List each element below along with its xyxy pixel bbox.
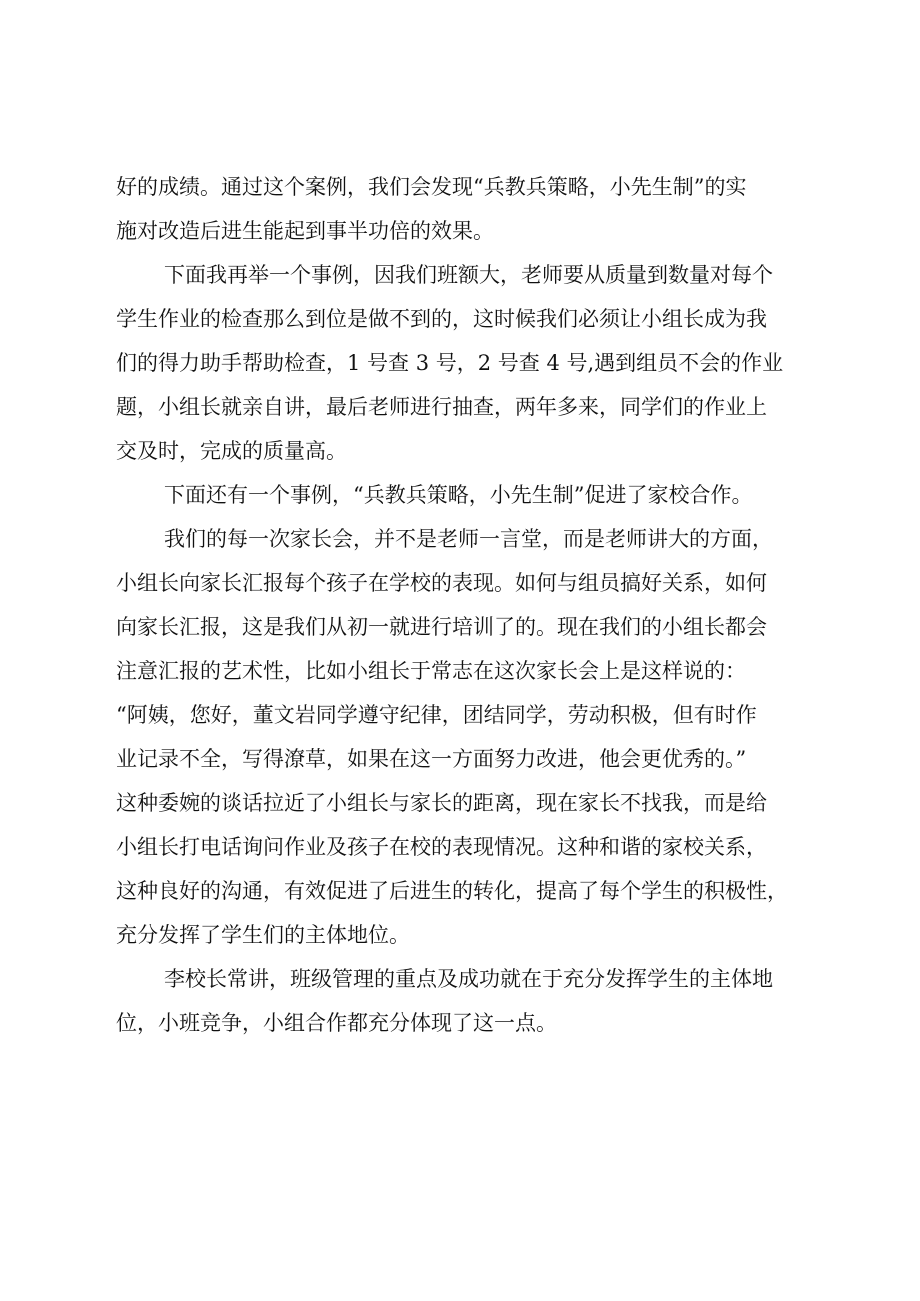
text-line: 小组长打电话询问作业及孩子在校的表现情况。这种和谐的家校关系， <box>116 835 767 859</box>
text-line: “阿姨，您好，董文岩同学遵守纪律，团结同学，劳动积极，但有时作 <box>116 703 757 727</box>
text-line: 注意汇报的艺术性，比如小组长于常志在这次家长会上是这样说的： <box>116 659 746 683</box>
text-line: 下面我再举一个事例，因我们班额大，老师要从质量到数量对每个 <box>164 263 773 287</box>
text-line: 业记录不全，写得潦草，如果在这一方面努力改进，他会更优秀的。” <box>116 747 747 771</box>
text-line: 这种良好的沟通，有效促进了后进生的转化，提高了每个学生的积极性， <box>116 879 788 903</box>
text-line: 好的成绩。通过这个案例，我们会发现“兵教兵策略，小先生制”的实 <box>116 175 747 199</box>
paragraph-5 <box>116 957 830 1045</box>
text-line: 交及时，完成的质量高。 <box>116 439 347 463</box>
paragraph-3 <box>116 473 830 517</box>
text-line: 下面还有一个事例，“兵教兵策略，小先生制”促进了家校合作。 <box>164 483 753 507</box>
text-line: 题，小组长就亲自讲，最后老师进行抽查，两年多来，同学们的作业上 <box>116 395 767 419</box>
paragraph-1 <box>116 165 830 253</box>
text-line: 向家长汇报，这是我们从初一就进行培训了的。现在我们的小组长都会 <box>116 615 767 639</box>
text-line: 学生作业的检查那么到位是做不到的，这时候我们必须让小组长成为我 <box>116 307 767 331</box>
text-line: 小组长向家长汇报每个孩子在学校的表现。如何与组员搞好关系，如何 <box>116 571 767 595</box>
text-line: 们的得力助手帮助检查，1 号查 3 号，2 号查 4 号,遇到组员不会的作业 <box>116 351 784 375</box>
text-line: 位，小班竞争，小组合作都充分体现了这一点。 <box>116 1011 557 1035</box>
text-line: 施对改造后进生能起到事半功倍的效果。 <box>116 219 494 243</box>
paragraph-4 <box>116 517 830 957</box>
text-line: 充分发挥了学生们的主体地位。 <box>116 923 410 947</box>
document-body <box>116 165 830 1045</box>
paragraph-2 <box>116 253 830 473</box>
text-line: 这种委婉的谈话拉近了小组长与家长的距离，现在家长不找我，而是给 <box>116 791 767 815</box>
text-line: 我们的每一次家长会，并不是老师一言堂，而是老师讲大的方面， <box>164 527 773 551</box>
text-line: 李校长常讲，班级管理的重点及成功就在于充分发挥学生的主体地 <box>164 967 773 991</box>
